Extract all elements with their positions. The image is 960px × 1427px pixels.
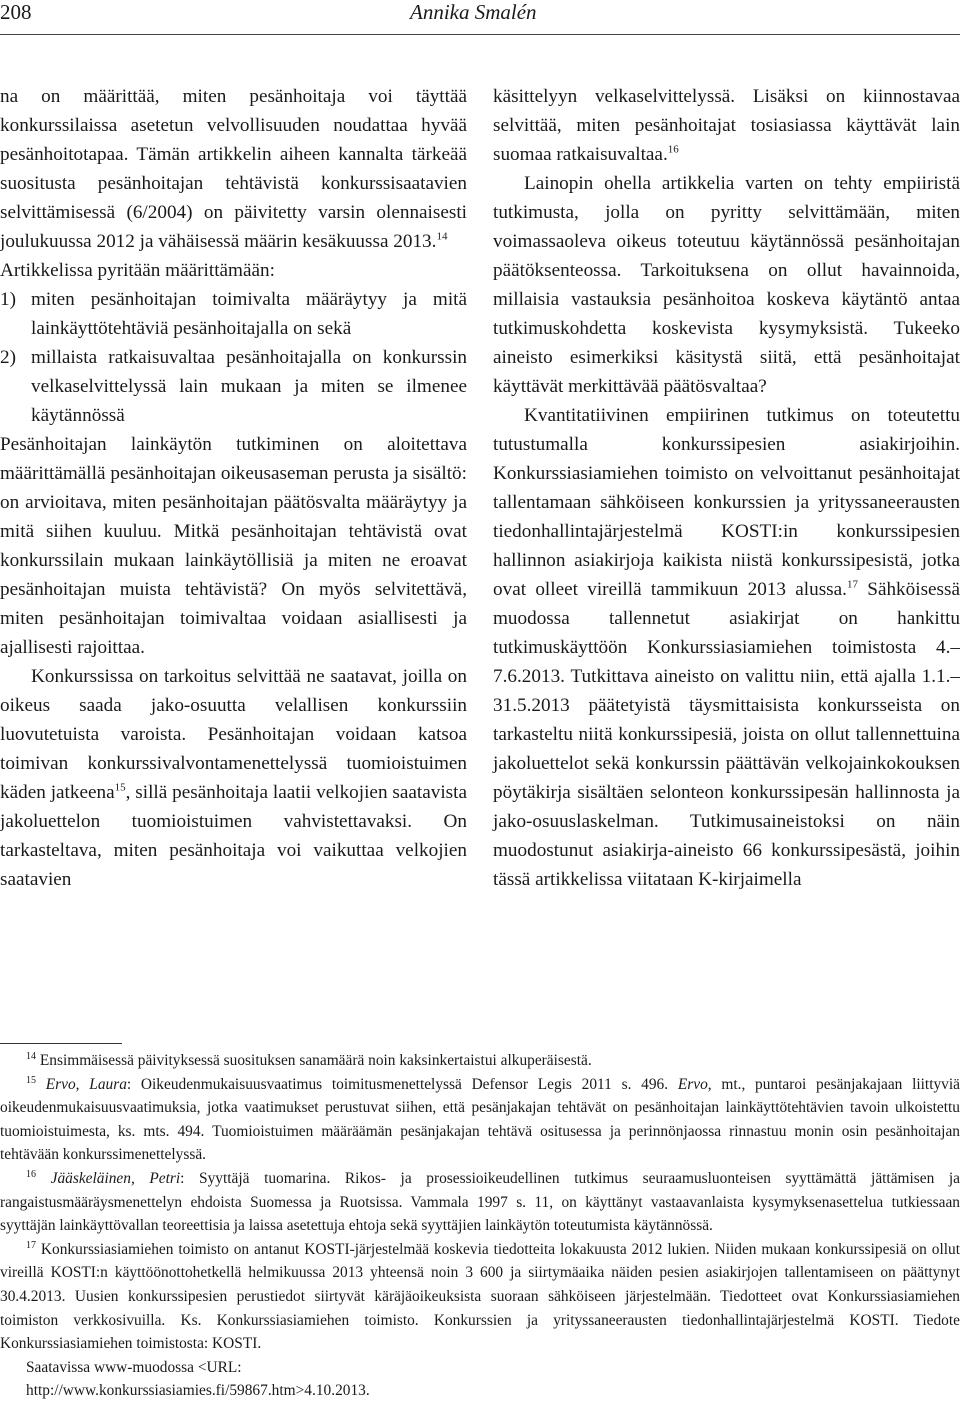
footnote-author: Ervo <box>677 1075 708 1093</box>
footnote-number: 16 <box>26 1168 36 1180</box>
footnotes <box>0 1049 960 1403</box>
running-head-author: Annika Smalén <box>410 0 537 24</box>
footnote-author: Ervo, Laura <box>45 1075 127 1093</box>
right-paragraph-3 <box>493 401 960 894</box>
list-text: millaista ratkaisuvaltaa pesänhoitajalla on konkurssin velkaselvittelyssä lain mukaan ja miten se ilmenee käytännössä <box>31 347 467 426</box>
right-paragraph-3-text-a: Kvantitatiivinen empiirinen tutkimus on toteutettu tutustumalla konkurssipesien asiakirjoihin. Konkurssiasiamiehen toimisto on velvoittanut pesänhoitajat tallentamaan sähköiseen konkurssien ja yrityssaneerausten tiedonhallintajärjestelmä KOSTI:in konkurssipesien hallinnon asiakirjoja kaikista niistä konkurssipesistä, jotka ovat olleet vireillä tammikuun 2013 alussa. <box>493 405 960 600</box>
left-paragraph-1 <box>0 82 467 256</box>
footnote-number: 14 <box>26 1050 36 1062</box>
list-text: miten pesänhoitajan toimivalta määräytyy ja mitä lainkäyttötehtäviä pesänhoitajalla on sekä <box>31 289 467 339</box>
footnote-ref-15[interactable]: 15 <box>114 781 126 794</box>
footnote-17-availability: Saatavissa www-muodossa <URL: <box>26 1358 242 1376</box>
list-number: 2) <box>0 347 16 368</box>
footnote-17-url[interactable]: http://www.konkurssiasiamies.fi/59867.htm>4.10.2013. <box>26 1382 370 1400</box>
right-column <box>493 82 960 894</box>
footnote-ref-17[interactable]: 17 <box>846 578 858 591</box>
footnote-text: Konkurssiasiamiehen toimisto on antanut KOSTI-järjestelmää koskevia tiedotteita lokakuusta 2012 lukien. Niiden mukaan konkurssipesiä on ollut vireillä KOSTI:n käyttöönottohetkellä helmikuussa 2013 yhteensä noin 3 600 ja siirtymäaika näiden pesien asiakirjojen tallentamiseen on päättynyt 30.4.2013. Uusien konkurssipesien perustiedot siirtyvät käräjäoikeuksista suoraan sähköiseen järjestelmään. Tiedotteet ovat Konkurssiasiamiehen toimiston verkkosivuilla. Ks. Konkurssiasiamiehen toimisto. Konkurssien ja yrityssaneerausten tiedonhallintajärjestelmä KOSTI. Tiedote Konkurssiasiamiehen toimistosta: KOSTI. <box>0 1240 960 1353</box>
footnote-16 <box>0 1167 960 1238</box>
footnote-number: 17 <box>26 1239 36 1251</box>
footnote-number: 15 <box>26 1074 36 1086</box>
page-header <box>0 0 960 40</box>
left-paragraph-4-text-a: Konkurssissa on tarkoitus selvittää ne saatavat, joilla on oikeus saada jako-osuutta velallisen konkurssiin luovutetuista varoista. Pesänhoitajan voidaan katsoa toimivan konkurssivalvontamenettelyssä tuomioistuimen käden jatkeena <box>0 666 467 803</box>
footnote-14 <box>0 1049 960 1073</box>
list-item <box>0 343 467 430</box>
header-rule <box>0 34 960 35</box>
footnote-rule <box>0 1043 122 1044</box>
left-paragraph-3: Pesänhoitajan lainkäytön tutkiminen on aloitettava määrittämällä pesänhoitajan oikeusaseman perusta ja sisältö: on arvioitava, miten pesänhoitajan päätösvalta määräytyy ja mitä siihen kuuluu. Mitkä pesänhoitajan tehtävistä ovat konkurssilain mukaan lainkäytöllisiä ja miten ne eroavat pesänhoitajan muista tehtävistä? On myös selvitettävä, miten pesänhoitajan toimivaltaa voidaan asiallisesti ja ajallisesti rajoittaa. <box>0 434 467 658</box>
footnote-ref-14[interactable]: 14 <box>436 230 448 243</box>
footnote-author: Jääskeläinen, Petri <box>50 1169 181 1187</box>
footnote-text: Ensimmäisessä päivityksessä suosituksen sanamäärä noin kaksinkertaistui alkuperäisestä. <box>39 1052 592 1069</box>
left-paragraph-2: Artikkelissa pyritään määrittämään: <box>0 260 275 281</box>
right-paragraph-1 <box>493 82 960 169</box>
footnote-text: : Oikeudenmukaisuusvaatimus toimitusmenettelyssä Defensor Legis 2011 s. 496. <box>126 1075 678 1093</box>
left-paragraph-4 <box>0 662 467 894</box>
left-paragraph-4-text-b: , sillä pesänhoitaja laatii velkojien saatavista jakoluettelon tuomioistuimen vahvistettavaksi. On tarkasteltava, miten pesänhoitaja voi vaikuttaa velkojien saatavien <box>0 782 467 890</box>
footnote-15 <box>0 1073 960 1167</box>
left-paragraph-1-text: na on määrittää, miten pesänhoitaja voi täyttää konkurssilaissa asetetun velvollisuuden noudattaa hyvää pesänhoitotapaa. Tämän artikkelin aiheen kannalta tärkeää suositusta pesänhoitajan tehtävistä konkurssisaatavien selvittämisessä (6/2004) on päivitetty varsin olennaisesti joulukuussa 2012 ja vähäisessä määrin kesäkuussa 2013. <box>0 86 467 252</box>
footnote-ref-16[interactable]: 16 <box>667 143 679 156</box>
footnote-17 <box>0 1238 960 1356</box>
list-item <box>0 285 467 343</box>
footnote-text: : Syyttäjä tuomarina. Rikos- ja prosessioikeudellinen tutkimus seuraamusluonteisen syyttämättä jättämisen ja rangaistusmääräysmenettelyn ehdoista Suomessa ja Ruotsissa. Vammala 1997 s. 11, on käyttänyt vastaavanlaista kysymyksenasettelua tutkiessaan syyttäjän lainkäyttövallan teoreettisia ja laissa asetettuja ehtoja sekä syyttäjien lainkäytön toteutumista käytännössä. <box>0 1169 960 1235</box>
right-paragraph-3-text-b: Sähköisessä muodossa tallennetut asiakirjat on hankittu tutkimuskäyttöön Konkurssiasiamiehen toimistosta 4.–7.6.2013. Tutkittava aineisto on valittu niin, että ajalla 1.1.–31.5.2013 päätetyistä täysmittaisista konkursseista on tarkasteltu niitä konkurssipesiä, joista on ollut tallennettuina jakoluettelot sekä konkurssin päättävän velkojainkokouksen pöytäkirja sisältäen selonteon konkurssipesän hallinnosta ja jako-osuuslaskelman. Tutkimusaineistoksi on näin muodostunut asiakirja-aineisto 66 konkurssipesästä, joihin tässä artikkelissa viitataan K-kirjaimella <box>493 579 960 890</box>
footnote-text: , mt., puntaroi pesänjakajaan liittyviä oikeudenmukaisuusvaatimuksia, jotka vaatimukset perustuvat siihen, että pesänjakajan tehtävät on pesänhoitajan lainkäyttötehtävien tavoin ulkoistettu tuomioistuimesta, ks. mts. 494. Tuomioistuimen määräämän pesänjakajan tehtävä ositusessa ja perinnönjaossa rinnastuu monin osin pesänhoitajan tehtävään konkurssimenettelyssä. <box>0 1075 960 1164</box>
page-number: 208 <box>0 0 32 24</box>
right-paragraph-1-text: käsittelyyn velkaselvittelyssä. Lisäksi on kiinnostavaa selvittää, miten pesänhoitajat tosiasiassa käyttävät lain suomaa ratkaisuvaltaa. <box>493 86 960 165</box>
left-column <box>0 82 467 894</box>
right-paragraph-2: Lainopin ohella artikkelia varten on tehty empiiristä tutkimusta, jolla on pyritty selvittämään, miten voimassaoleva oikeus toteutuu käytännössä pesänhoitajan päätöksenteossa. Tarkoituksena on ollut havainnoida, millaisia vastauksia pesänhoitoa koskeva käytäntö antaa tutkimuskohdetta koskevista kysymyksistä. Tukeeko aineisto esimerkiksi käsitystä siitä, että pesänhoitajat käyttävät merkittävää päätösvaltaa? <box>493 173 960 397</box>
list-number: 1) <box>0 289 16 310</box>
